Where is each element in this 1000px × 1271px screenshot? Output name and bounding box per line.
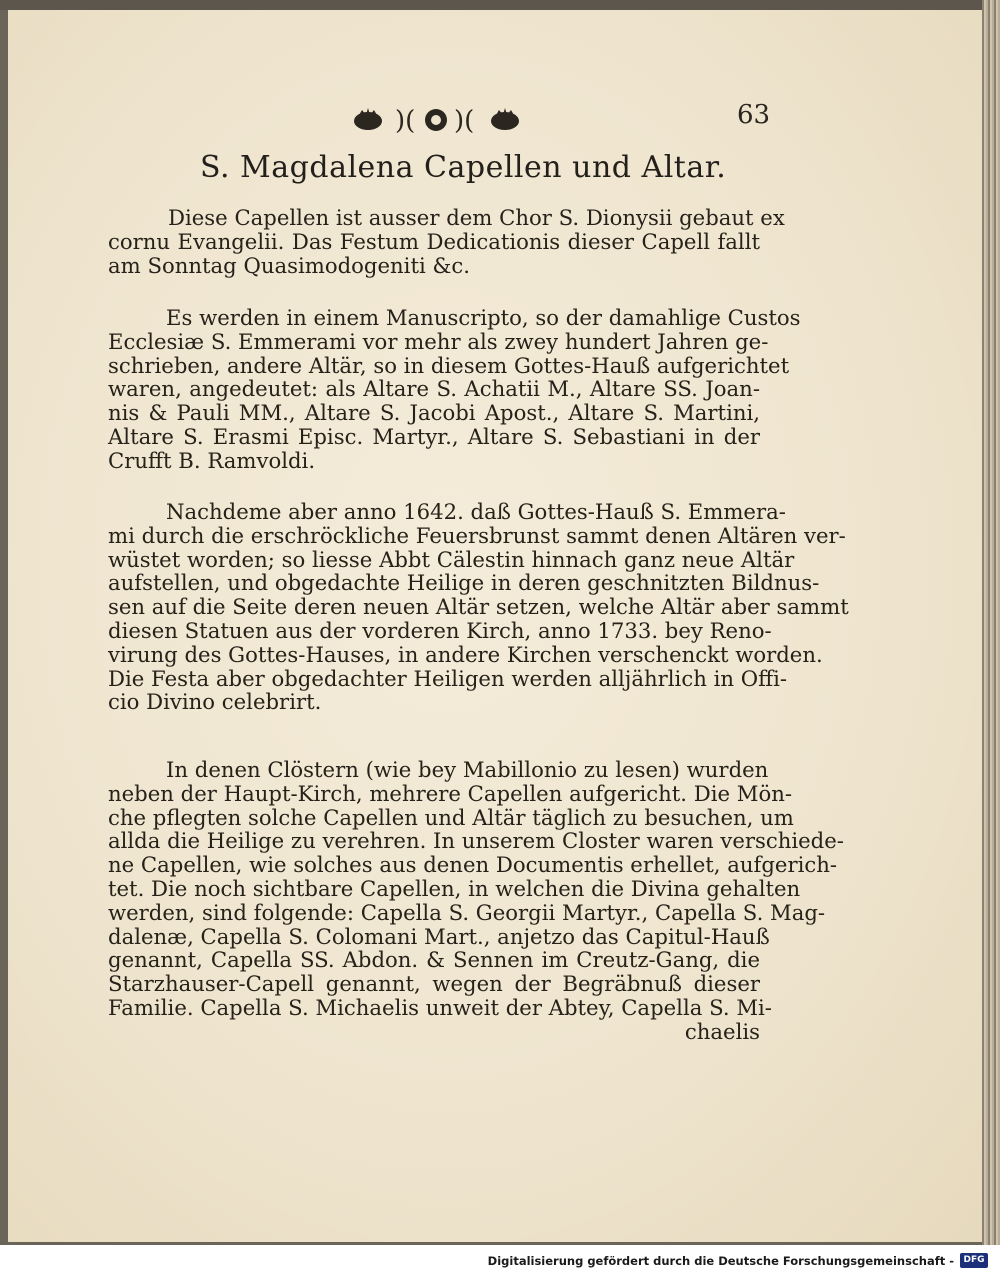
text-line: schrieben, andere Altär, so in diesem Gottes-Hauß aufgerichtet <box>108 352 790 378</box>
text-line: neben der Haupt-Kirch, mehrere Capellen aufgericht. Die Mön- <box>108 780 793 806</box>
digitization-footer <box>0 1252 1000 1271</box>
text-line: ne Capellen, wie solches aus denen Documentis erhellet, aufgerich- <box>108 852 838 878</box>
paragraph-3 <box>108 499 849 715</box>
page-number: 63 <box>737 100 771 130</box>
text-line: Es werden in einem Manuscripto, so der damahlige Custos <box>166 305 801 330</box>
text-line: diesen Statuen aus der vorderen Kirch, anno 1733. bey Reno- <box>108 617 772 643</box>
text-line: In denen Clöstern (wie bey Mabillonio zu lesen) wurden <box>166 757 769 782</box>
paragraph-4 <box>108 757 844 1044</box>
footer-credit: Digitalisierung gefördert durch die Deutsche Forschungsgemeinschaft - <box>487 1254 954 1268</box>
text-line: Familie. Capella S. Michaelis unweit der Abtey, Capella S. Mi- <box>108 994 772 1020</box>
svg-text:)(: )( <box>395 106 416 135</box>
paragraph-2 <box>108 305 801 473</box>
text-line: allda die Heilige zu verehren. In unserem Closter waren verschiede- <box>108 828 844 854</box>
catchword: chaelis <box>684 1018 760 1044</box>
dfg-logo: DFG <box>960 1253 988 1268</box>
text-line: che pflegten solche Capellen und Altär täglich zu besuchen, um <box>108 804 794 830</box>
text-line: genannt, Capella SS. Abdon. & Sennen im Creutz-Gang, die <box>108 947 760 973</box>
svg-text:)(: )( <box>454 106 475 135</box>
text-line: cio Divino celebrirt. <box>108 689 322 715</box>
text-line: Ecclesiæ S. Emmerami vor mehr als zwey hundert Jahren ge- <box>108 328 769 354</box>
text-line: Crufft B. Ramvoldi. <box>108 447 316 473</box>
text-line: Diese Capellen ist ausser dem Chor S. Dionysii gebaut ex <box>168 205 785 230</box>
text-line: Starzhauser-Capell genannt, wegen der Begräbnuß dieser <box>108 971 760 997</box>
text-line: Nachdeme aber anno 1642. daß Gottes-Hauß S. Emmera- <box>166 499 786 524</box>
text-line: werden, sind folgende: Capella S. Georgii Martyr., Capella S. Mag- <box>108 899 826 925</box>
chapter-heading: S. Magdalena Capellen und Altar. <box>200 150 727 185</box>
text-line: aufstellen, und obgedachte Heilige in deren geschnitzten Bildnus- <box>108 570 820 596</box>
book-page-edges <box>982 0 1000 1245</box>
text-line: sen auf die Seite deren neuen Altär setzen, welche Altär aber sammt <box>108 594 849 620</box>
text-line: cornu Evangelii. Das Festum Dedicationis dieser Capell fallt <box>108 228 760 254</box>
text-line: waren, angedeutet: als Altare S. Achatii M., Altare SS. Joan- <box>108 376 760 402</box>
text-line: dalenæ, Capella S. Colomani Mart., anjetzo das Capitul-Hauß <box>108 923 770 949</box>
text-line: tet. Die noch sichtbare Capellen, in welchen die Divina gehalten <box>108 875 801 901</box>
paragraph-1 <box>108 205 785 278</box>
text-line: virung des Gottes-Hauses, in andere Kirchen verschenckt worden. <box>108 641 823 667</box>
text-line: Die Festa aber obgedachter Heiligen werden alljährlich in Offi- <box>108 665 788 691</box>
text-line: Altare S. Erasmi Episc. Martyr., Altare S. Sebastiani in der <box>108 423 760 449</box>
text-line: am Sonntag Quasimodogeniti &c. <box>108 252 470 278</box>
crown-ornament-icon <box>350 105 530 135</box>
text-line: wüstet worden; so liesse Abbt Cälestin hinnach ganz neue Altär <box>108 546 795 572</box>
text-line: nis & Pauli MM., Altare S. Jacobi Apost., Altare S. Martini, <box>108 400 760 426</box>
text-line: mi durch die erschröckliche Feuersbrunst sammt denen Altären ver- <box>108 522 846 548</box>
book-top-edge <box>0 0 1000 10</box>
